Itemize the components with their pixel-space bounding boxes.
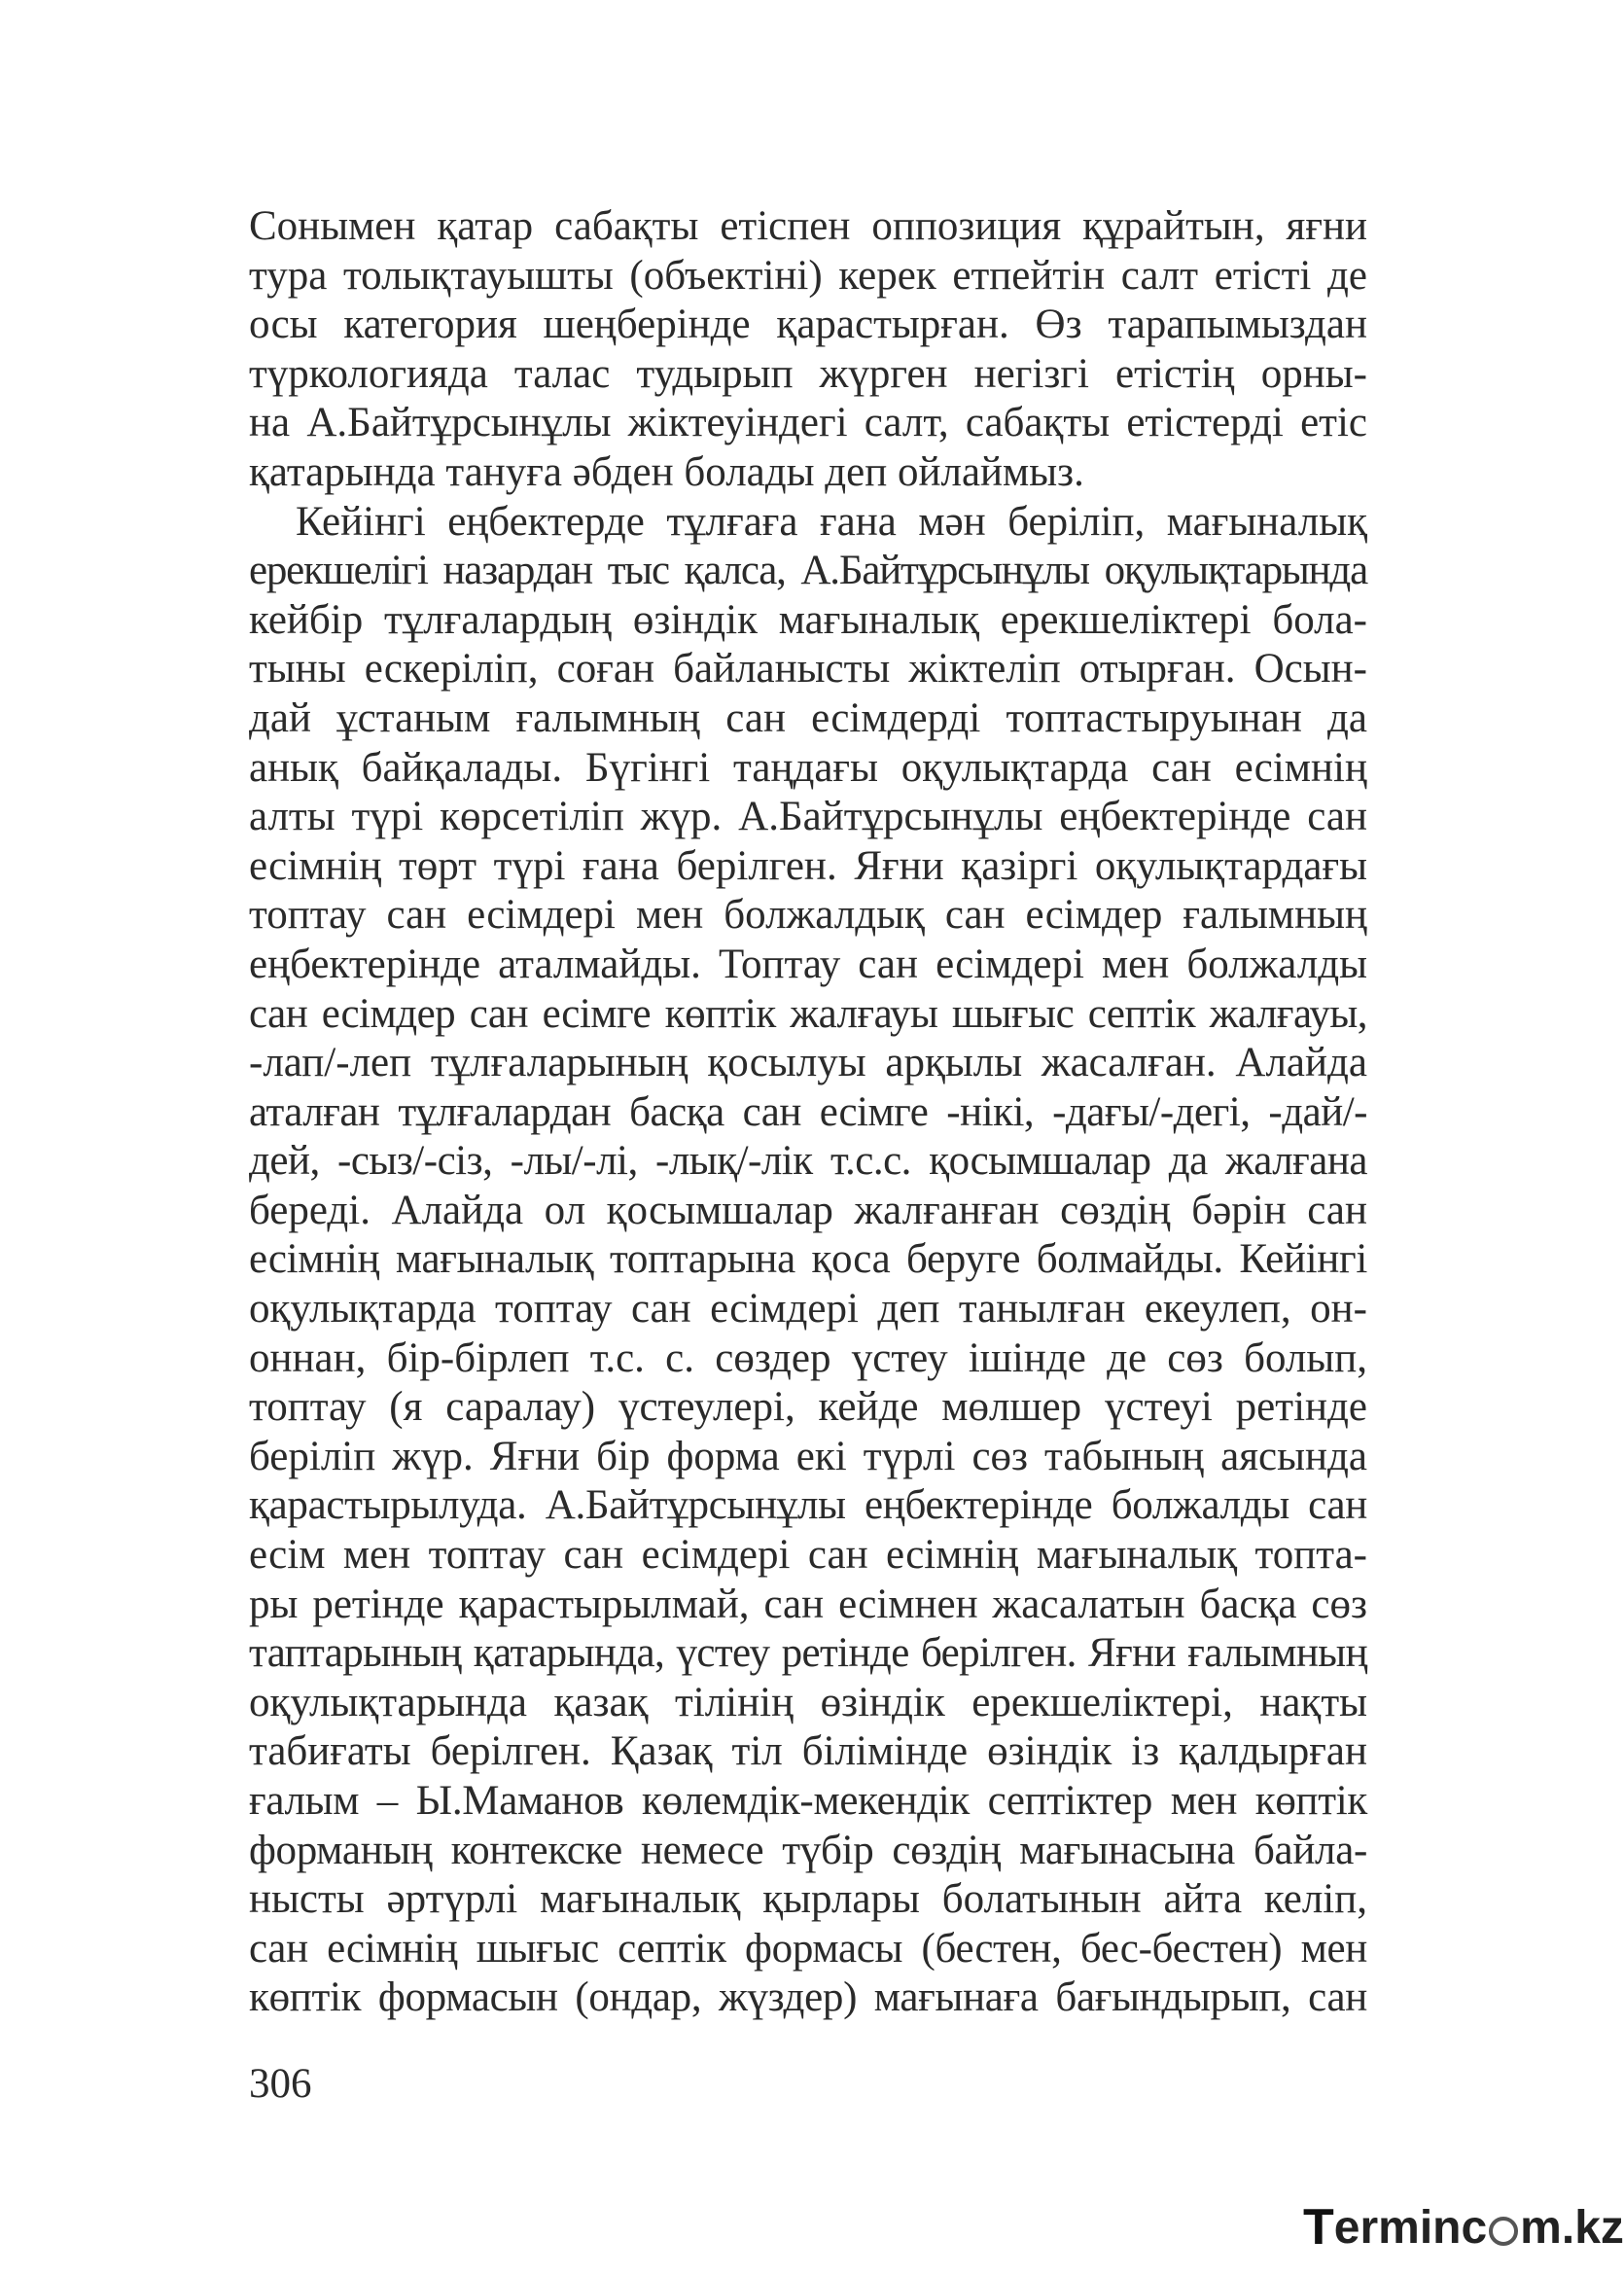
text-line: есімнің төрт түрі ғана берілген. Яғни қазіргі оқулықтардағы (249, 842, 1367, 889)
text-line: аталған тұлғалардан басқа сан есімге -нікі, -дағы/-дегі, -дай/- (249, 1088, 1367, 1135)
page-body (249, 202, 1367, 2023)
text-line: ерекшелігі назардан тыс қалса, А.Байтұрсынұлы оқулықтарында (249, 548, 1367, 594)
text-line: оқулықтарда топтау сан есімдері деп танылған екеулеп, он- (249, 1286, 1367, 1333)
text-line: қарастырылуда. А.Байтұрсынұлы еңбектерінде болжалды сан (249, 1482, 1367, 1529)
text-line: табиғаты берілген. Қазақ тіл білімінде өзіндік із қалдырған (249, 1728, 1367, 1775)
text-line: есім мен топтау сан есімдері сан есімнің мағыналық топта- (249, 1532, 1367, 1579)
text-line: ры ретінде қарастырылмай, сан есімнен жасалатын басқа сөз (249, 1581, 1367, 1627)
watermark-t: T (1303, 2199, 1334, 2256)
text-line: оқулықтарында қазақ тілінің өзіндік ерекшеліктері, нақты (249, 1679, 1367, 1725)
text-line: береді. Алайда ол қосымшалар жалғанған сөздің бәрін сан (249, 1187, 1367, 1233)
page-number: 306 (249, 2061, 312, 2107)
text-line: форманың контекске немесе түбір сөздің мағынасына байла- (249, 1827, 1367, 1873)
text-line: тыны ескеріліп, соған байланысты жіктеліп отырған. Осын- (249, 646, 1367, 693)
watermark-circle-icon (1489, 2217, 1518, 2246)
text-line: анық байқалады. Бүгінгі таңдағы оқулықтарда сан есімнің (249, 744, 1367, 791)
text-line: көптік формасын (ондар, жүздер) мағынаға бағындырып, сан (249, 1974, 1367, 2021)
text-line: топтау (я саралау) үстеулері, кейде мөлшер үстеуі ретінде (249, 1384, 1367, 1431)
text-line: на А.Байтұрсынұлы жіктеуіндегі салт, сабақты етістерді етіс (249, 400, 1367, 446)
watermark-text-part2: m.kz (1520, 2201, 1624, 2254)
text-line: ғалым – Ы.Маманов көлемдік-мекендік септіктер мен көптік (249, 1778, 1367, 1824)
paragraph-1 (249, 202, 1367, 498)
text-line: -лап/-леп тұлғаларының қосылуы арқылы жасалған. Алайда (249, 1040, 1367, 1086)
text-line: кейбір тұлғалардың өзіндік мағыналық ерекшеліктері бола- (249, 596, 1367, 643)
text-line: Сонымен қатар сабақты етіспен оппозиция құрайтын, яғни (249, 203, 1367, 249)
text-line: еңбектерінде аталмайды. Топтау сан есімдері мен болжалды (249, 941, 1367, 987)
paragraph-2 (249, 498, 1367, 2023)
text-line: дай ұстаным ғалымның сан есімдерді топтастыруынан да (249, 694, 1367, 741)
text-line: таптарының қатарында, үстеу ретінде берілген. Яғни ғалымның (249, 1630, 1367, 1677)
text-line: алты түрі көрсетіліп жүр. А.Байтұрсынұлы еңбектерінде сан (249, 794, 1367, 840)
text-line: беріліп жүр. Яғни бір форма екі түрлі сөз табының аясында (249, 1433, 1367, 1479)
text-line: сан есімдер сан есімге көптік жалғауы шығыс септік жалғауы, (249, 990, 1367, 1037)
text-line: Кейінгі еңбектерде тұлғаға ғана мән беріліп, мағыналық (296, 498, 1367, 545)
text-line: осы категория шеңберінде қарастырған. Өз тарапымыздан (249, 302, 1367, 348)
text-line: есімнің мағыналық топтарына қоса беруге болмайды. Кейінгі (249, 1236, 1367, 1283)
text-line: түркологияда талас тудырып жүрген негізгі етістің орны- (249, 350, 1367, 397)
text-line: дей, -сыз/-сіз, -лы/-лі, -лық/-лік т.с.с. қосымшалар да жалғана (249, 1138, 1367, 1185)
watermark-text-part1: erminc (1333, 2201, 1488, 2254)
text-line: топтау сан есімдері мен болжалдық сан есімдер ғалымның (249, 892, 1367, 939)
termincom-watermark-logo (1303, 2198, 1624, 2257)
text-line: нысты әртүрлі мағыналық қырлары болатынын айта келіп, (249, 1876, 1367, 1923)
text-line: қатарында тануға әбден болады деп ойлаймыз. (249, 448, 1084, 495)
text-line: оннан, бір-бірлеп т.с. с. сөздер үстеу ішінде де сөз болып, (249, 1334, 1367, 1381)
text-line: тура толықтауышты (объектіні) керек етпейтін салт етісті де (249, 252, 1367, 299)
text-line: сан есімнің шығыс септік формасы (бестен, бес-бестен) мен (249, 1925, 1367, 1972)
